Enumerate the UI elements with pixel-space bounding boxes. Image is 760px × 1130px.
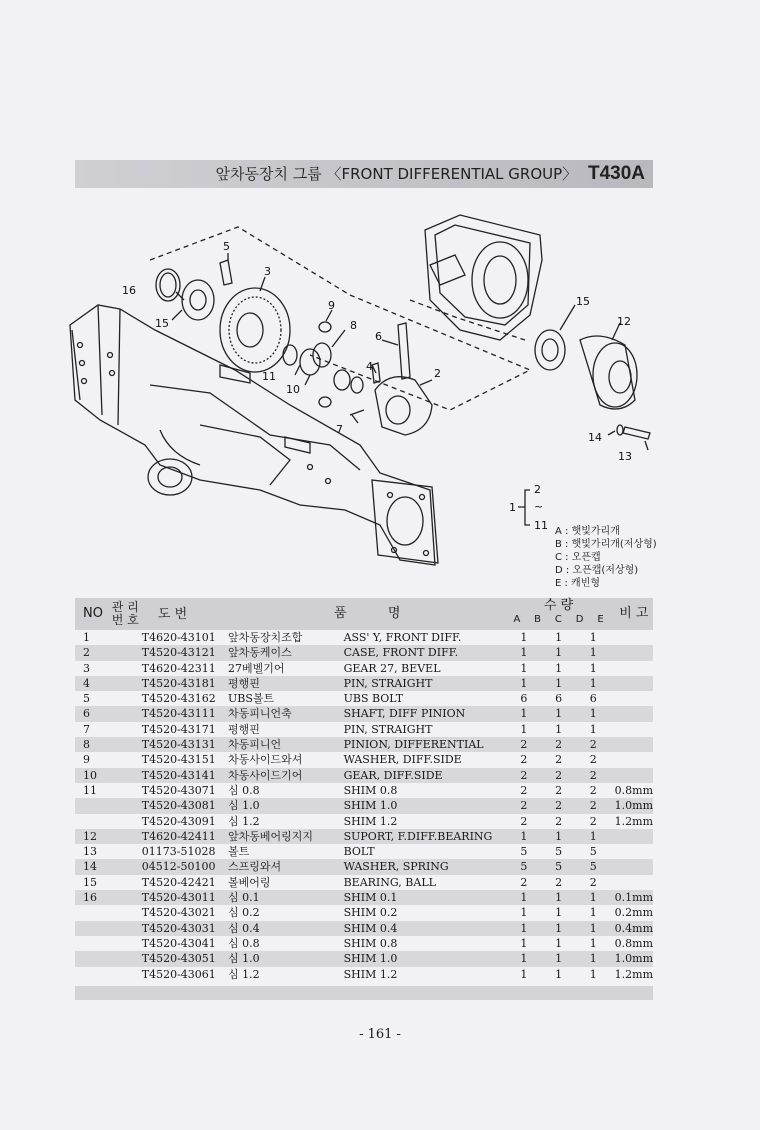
row-remarks [611,645,653,660]
page-title [216,163,645,185]
row-english-name: SHIM 0.8 [343,783,398,797]
row-qty-a: 1 [507,921,542,936]
row-korean-name: 평행핀 [228,676,344,691]
table-row [75,967,653,982]
row-remarks [611,844,653,859]
table-header [75,598,653,630]
callout-4: 4 [366,360,373,373]
callout-10: 10 [286,383,300,396]
row-remarks [611,722,653,737]
row-korean-name: 앞차동장치조합 [227,631,303,644]
row-english-name: SHIM 1.0 [344,798,507,813]
row-qty-c: 2 [541,798,576,813]
spring-washer [617,425,623,435]
row-qty-a: 1 [520,722,528,736]
row-english-name: PIN, STRAIGHT [344,676,507,691]
row-no: 16 [75,890,112,905]
row-part-number: T4520-43021 [141,906,216,920]
row-qty-a: 1 [520,631,528,644]
table-row [75,829,653,844]
row-korean-name: 앞차동케이스 [228,645,344,660]
table-row [75,722,653,737]
table-row [75,905,653,920]
row-remarks [611,661,653,676]
row-part-number: T4520-43111 [112,706,228,721]
row-remarks [611,706,653,721]
row-no: 9 [83,753,90,767]
legend-item: D : 오픈캡(저상형) [555,565,639,576]
row-english-name: SHIM 1.2 [343,967,398,981]
legend-bracket-left: 1 [509,501,516,514]
table-row [75,844,653,859]
row-remarks [611,630,653,645]
callout-9: 9 [328,299,335,312]
row-english-name: SHIM 0.2 [343,906,398,920]
header-qty-cols: A B C D E [513,614,604,625]
header-remarks: 비 고 [619,606,649,622]
row-korean-name: 심 0.2 [227,906,260,920]
row-qty-c: 1 [541,921,576,936]
row-english-name: SHAFT, DIFF PINION [344,706,507,721]
table-row [75,798,653,813]
row-part-number: T4520-42421 [141,875,216,889]
row-part-number: T4520-43081 [112,798,228,813]
row-qty-d: 1 [576,921,611,936]
row-qty-d: 1 [576,676,611,691]
row-korean-name: 볼베어링 [227,875,271,889]
row-qty-d: 5 [589,845,597,859]
callout-2: 2 [434,367,441,380]
row-qty-c: 2 [541,737,576,752]
row-qty-c: 5 [555,845,563,859]
row-qty-d: 1 [589,967,597,981]
row-qty-c: 5 [541,859,576,874]
row-english-name: SHIM 0.4 [344,921,507,936]
row-korean-name: 차동사이드와셔 [227,753,303,767]
table-row [75,921,653,936]
legend-bracket-top: 2 [534,483,541,496]
row-english-name: PIN, STRAIGHT [343,722,433,736]
title-korean: 앞차동장치 그룹 [215,165,322,183]
row-qty-d: 1 [576,706,611,721]
table-row [75,661,653,676]
row-qty-d: 1 [589,906,597,920]
row-qty-d: 1 [576,829,611,844]
row-no [75,905,112,920]
header-qty-label: 수 량 [543,598,574,613]
bevel-gear [220,288,290,372]
row-part-number: T4520-43121 [112,645,228,660]
row-remarks [611,752,653,767]
table-row [75,691,653,706]
row-qty-a: 1 [507,829,542,844]
row-no: 7 [83,722,90,736]
row-qty-a: 1 [520,967,528,981]
row-remarks [611,691,653,706]
row-korean-name: 평행핀 [227,722,260,736]
row-no: 2 [75,645,112,660]
row-qty-c: 1 [541,890,576,905]
row-qty-a: 1 [507,951,542,966]
table-row [75,890,653,905]
row-english-name: GEAR 27, BEVEL [343,661,441,675]
row-remarks: 1.0mm [611,951,653,966]
table-row [75,676,653,691]
table-row [75,783,653,798]
table-row [75,752,653,767]
row-part-number: 01173-51028 [141,845,216,859]
table-row [75,630,653,645]
row-korean-name: 27베벨기어 [227,661,285,675]
row-english-name: GEAR, DIFF.SIDE [344,768,507,783]
row-qty-d: 6 [589,692,597,706]
row-part-number: T4620-42311 [141,661,216,675]
row-no [75,814,112,829]
row-part-number: T4520-43051 [112,951,228,966]
row-qty-c: 1 [555,661,563,675]
row-no [75,936,112,951]
row-remarks [611,875,653,890]
row-english-name: CASE, FRONT DIFF. [344,645,507,660]
row-qty-c: 2 [555,753,563,767]
row-part-number: T4520-43011 [112,890,228,905]
row-qty-c: 1 [555,967,563,981]
row-korean-name: 앞차동베어링지지 [228,829,344,844]
header-name: 품 명 [334,606,401,622]
model-legend [555,525,657,590]
table-row [75,645,653,660]
row-qty-c: 1 [541,706,576,721]
row-remarks [611,737,653,752]
row-remarks: 0.1mm [611,890,653,905]
table-row [75,814,653,829]
row-no: 8 [75,737,112,752]
row-qty-c: 2 [555,783,563,797]
row-qty-c: 1 [555,906,563,920]
row-no [75,798,112,813]
row-no: 15 [83,875,97,889]
table-row [75,737,653,752]
row-part-number: T4520-43171 [141,722,216,736]
table-row [75,951,653,966]
row-qty-a: 6 [520,692,528,706]
row-qty-d: 2 [576,768,611,783]
row-no [75,967,112,982]
row-korean-name: 심 1.2 [227,814,260,828]
row-part-number: T4520-43031 [112,921,228,936]
row-qty-d: 1 [589,722,597,736]
row-no: 4 [75,676,112,691]
row-remarks: 1.2mm [614,967,653,981]
row-qty-d: 5 [576,859,611,874]
row-part-number: T4520-43141 [112,768,228,783]
callout-11: 11 [262,370,276,383]
row-qty-c: 6 [555,692,563,706]
row-qty-d: 1 [589,631,597,644]
row-part-number: T4520-43061 [141,967,216,981]
callout-14: 14 [588,431,602,444]
row-part-number: T4620-42411 [112,829,228,844]
row-qty-d: 1 [589,661,597,675]
row-english-name: SHIM 0.1 [344,890,507,905]
row-part-number: T4520-43091 [141,814,216,828]
row-remarks [611,768,653,783]
row-qty-c: 1 [541,951,576,966]
legend-bracket-mid: ~ [534,500,544,513]
row-korean-name: 심 1.0 [228,798,344,813]
row-english-name: ASS' Y, FRONT DIFF. [343,631,462,644]
row-qty-a: 1 [507,890,542,905]
row-english-name: SHIM 0.8 [343,936,398,950]
row-qty-a: 1 [507,645,542,660]
row-english-name: SHIM 1.2 [343,814,398,828]
row-part-number: T4520-43071 [141,783,216,797]
row-qty-d: 2 [589,814,597,828]
row-remarks: 0.2mm [614,906,653,920]
row-korean-name: 볼트 [227,845,250,859]
header-mgmt: 관 리 번 호 [111,600,139,627]
callout-3: 3 [264,265,271,278]
row-korean-name: 스프링와셔 [228,859,344,874]
row-korean-name: 심 0.8 [227,936,260,950]
callout-15-left: 15 [155,317,169,330]
row-qty-c: 2 [555,814,563,828]
diff-side-washer [319,322,331,332]
table-footer-strip [75,986,653,1000]
row-korean-name: 심 0.1 [228,890,344,905]
legend-item: A : 햇빛가리개 [555,526,620,537]
legend-item: E : 캐빈형 [555,578,601,589]
callout-6: 6 [375,330,382,343]
row-part-number: T4520-43151 [141,753,216,767]
row-qty-a: 1 [520,936,528,950]
row-korean-name: 차동피니언축 [228,706,344,721]
row-qty-c: 1 [541,829,576,844]
header-no: NO [83,606,103,622]
row-qty-d: 2 [589,783,597,797]
row-korean-name: 심 1.0 [228,951,344,966]
row-remarks: 1.0mm [611,798,653,813]
row-no: 11 [83,783,97,797]
row-part-number: T4520-43162 [141,692,216,706]
front-diff-case [375,377,432,435]
table-row [75,936,653,951]
row-no: 6 [75,706,112,721]
row-remarks: 0.4mm [611,921,653,936]
row-korean-name: 심 1.2 [227,967,260,981]
diff-side-gear [300,349,320,375]
ubs-bolt [220,260,232,285]
row-remarks [611,829,653,844]
row-qty-c: 2 [541,768,576,783]
row-qty-d: 2 [589,753,597,767]
row-qty-d: 1 [589,936,597,950]
row-qty-c: 1 [541,676,576,691]
row-part-number: T4520-43131 [112,737,228,752]
header-qty [507,598,611,630]
row-qty-a: 2 [520,875,528,889]
row-no: 13 [83,845,97,859]
title-model: T430A [587,163,645,184]
row-korean-name: 차동피니언 [228,737,344,752]
row-qty-c: 1 [555,722,563,736]
shim-11 [283,345,297,365]
callout-16: 16 [122,284,136,297]
parts-body [75,630,653,982]
row-no: 12 [75,829,112,844]
row-english-name: PINION, DIFFERENTIAL [344,737,507,752]
row-english-name: BOLT [343,845,375,859]
row-remarks: 0.8mm [614,936,653,950]
legend-bracket-bottom: 11 [534,519,548,532]
row-remarks: 1.2mm [614,814,653,828]
row-qty-a: 5 [520,845,528,859]
row-english-name: SUPORT, F.DIFF.BEARING [344,829,507,844]
legend-item: C : 오픈캡 [555,552,601,563]
row-english-name: WASHER, DIFF.SIDE [343,753,462,767]
row-english-name: SHIM 1.0 [344,951,507,966]
row-korean-name: 심 0.8 [227,783,260,797]
row-qty-a: 2 [507,768,542,783]
row-korean-name: 심 0.4 [228,921,344,936]
ball-bearing-left [182,280,214,320]
row-qty-a: 5 [507,859,542,874]
row-part-number: 04512-50100 [112,859,228,874]
row-qty-a: 1 [520,906,528,920]
header-part-label: 도 번 [157,606,188,622]
row-part-number: T4620-43101 [141,631,216,644]
table-row [75,859,653,874]
row-korean-name: 차동사이드기어 [228,768,344,783]
pinion-shaft [398,323,410,379]
row-qty-a: 1 [507,676,542,691]
bearing-support [580,336,635,409]
row-qty-d: 1 [576,890,611,905]
row-no [75,921,112,936]
table-row [75,706,653,721]
row-qty-c: 1 [541,645,576,660]
row-no: 5 [83,692,90,706]
row-part-number: T4520-43181 [112,676,228,691]
row-no: 10 [75,768,112,783]
row-qty-d: 1 [576,951,611,966]
row-qty-d: 2 [576,737,611,752]
row-english-name: UBS BOLT [343,692,404,706]
row-korean-name: UBS볼트 [227,692,275,706]
row-qty-a: 2 [520,814,528,828]
row-qty-a: 2 [520,753,528,767]
row-no: 3 [83,661,90,675]
callout-7: 7 [336,423,343,436]
row-remarks [611,676,653,691]
row-qty-c: 1 [555,631,563,644]
row-qty-a: 2 [507,798,542,813]
diff-pinion [313,343,331,367]
legend-item: B : 햇빛가리개(저상형) [555,539,657,550]
row-no: 1 [83,631,90,644]
row-qty-a: 2 [520,783,528,797]
callout-13: 13 [618,450,632,463]
row-qty-a: 1 [520,661,528,675]
callout-15-right: 15 [576,295,590,308]
parts-table [75,598,653,982]
callout-12: 12 [617,315,631,328]
bolt-13 [623,427,650,439]
row-qty-d: 2 [589,875,597,889]
row-qty-c: 1 [555,936,563,950]
row-no: 14 [75,859,112,874]
row-part-number: T4520-43041 [141,936,216,950]
callout-8: 8 [350,319,357,332]
row-qty-a: 1 [507,706,542,721]
row-qty-a: 2 [507,737,542,752]
row-qty-c: 2 [555,875,563,889]
row-no [75,951,112,966]
page-number: - 161 - [359,1027,401,1042]
row-remarks [611,859,653,874]
row-english-name: BEARING, BALL [343,875,436,889]
title-bar [75,160,653,188]
title-english: 〈FRONT DIFFERENTIAL GROUP〉 [326,165,578,183]
row-remarks: 0.8mm [614,783,653,797]
ball-bearing-right [535,330,565,370]
header-part-no [112,598,228,630]
row-qty-d: 1 [576,645,611,660]
table-row [75,768,653,783]
row-english-name: WASHER, SPRING [344,859,507,874]
row-qty-d: 2 [576,798,611,813]
callout-5: 5 [223,240,230,253]
table-row [75,875,653,890]
